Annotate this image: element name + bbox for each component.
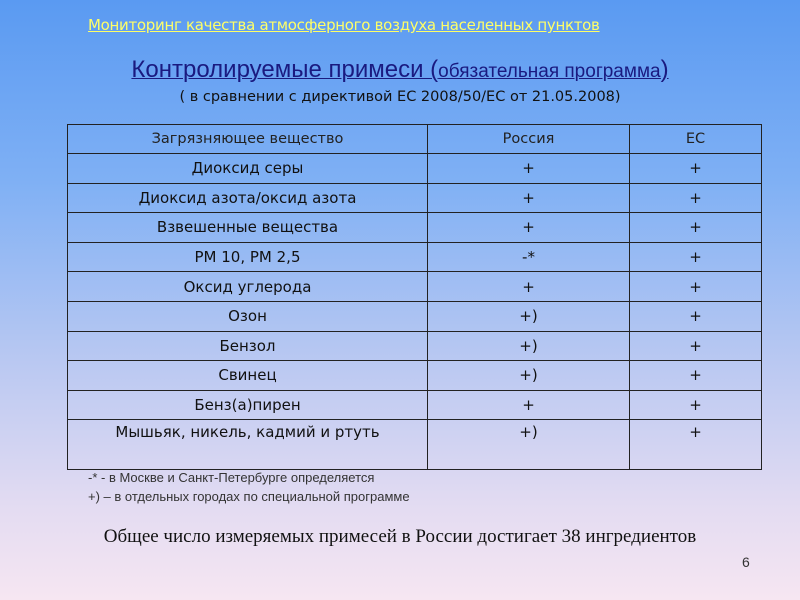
table-header-row — [68, 125, 762, 154]
pollutant-cell: Мышьяк, никель, кадмий и ртуть — [68, 420, 428, 470]
table-row — [68, 420, 762, 470]
eu-cell: + — [630, 390, 762, 420]
column-header: Загрязняющее вещество — [68, 125, 428, 154]
pollutant-cell: Оксид углерода — [68, 272, 428, 302]
russia-cell: + — [428, 213, 630, 243]
eu-cell: + — [630, 331, 762, 361]
table-row — [68, 331, 762, 361]
table-row — [68, 361, 762, 391]
page-number: 6 — [742, 554, 750, 570]
table-row — [68, 242, 762, 272]
pollutant-cell: PM 10, PM 2,5 — [68, 242, 428, 272]
eu-cell: + — [630, 242, 762, 272]
eu-cell: + — [630, 301, 762, 331]
pollutants-table — [67, 124, 762, 470]
russia-cell: + — [428, 183, 630, 213]
table-row — [68, 154, 762, 184]
russia-cell: +) — [428, 331, 630, 361]
pollutant-cell: Бенз(а)пирен — [68, 390, 428, 420]
column-header: Россия — [428, 125, 630, 154]
summary-text: Общее число измеряемых примесей в России достигает 38 ингредиентов — [103, 526, 697, 547]
slide-header: Мониторинг качества атмосферного воздуха населенных пунктов — [88, 16, 600, 34]
pollutant-cell: Диоксид серы — [68, 154, 428, 184]
pollutant-cell: Диоксид азота/оксид азота — [68, 183, 428, 213]
title-close: ) — [660, 56, 669, 83]
table-row — [68, 183, 762, 213]
slide-title — [0, 56, 800, 84]
pollutant-cell: Озон — [68, 301, 428, 331]
pollutant-cell: Бензол — [68, 331, 428, 361]
table-row — [68, 390, 762, 420]
russia-cell: + — [428, 154, 630, 184]
russia-cell: +) — [428, 420, 630, 470]
column-header: ЕС — [630, 125, 762, 154]
eu-cell: + — [630, 183, 762, 213]
title-main: Контролируемые примеси ( — [131, 56, 439, 83]
title-sub: обязательная программа — [438, 61, 661, 82]
russia-cell: + — [428, 272, 630, 302]
russia-cell: +) — [428, 301, 630, 331]
slide-subtitle: ( в сравнении с директивой ЕС 2008/50/ЕС от 21.05.2008) — [179, 89, 621, 105]
table-row — [68, 272, 762, 302]
eu-cell: + — [630, 213, 762, 243]
eu-cell: + — [630, 154, 762, 184]
eu-cell: + — [630, 420, 762, 470]
eu-cell: + — [630, 361, 762, 391]
footnote: +) – в отдельных городах по специальной программе — [88, 489, 410, 504]
footnote: -* - в Москве и Санкт-Петербурге определяется — [88, 470, 375, 485]
eu-cell: + — [630, 272, 762, 302]
pollutant-cell: Свинец — [68, 361, 428, 391]
pollutant-cell: Взвешенные вещества — [68, 213, 428, 243]
footnotes — [88, 468, 410, 506]
table-row — [68, 301, 762, 331]
russia-cell: + — [428, 390, 630, 420]
table-row — [68, 213, 762, 243]
russia-cell: +) — [428, 361, 630, 391]
russia-cell: -* — [428, 242, 630, 272]
